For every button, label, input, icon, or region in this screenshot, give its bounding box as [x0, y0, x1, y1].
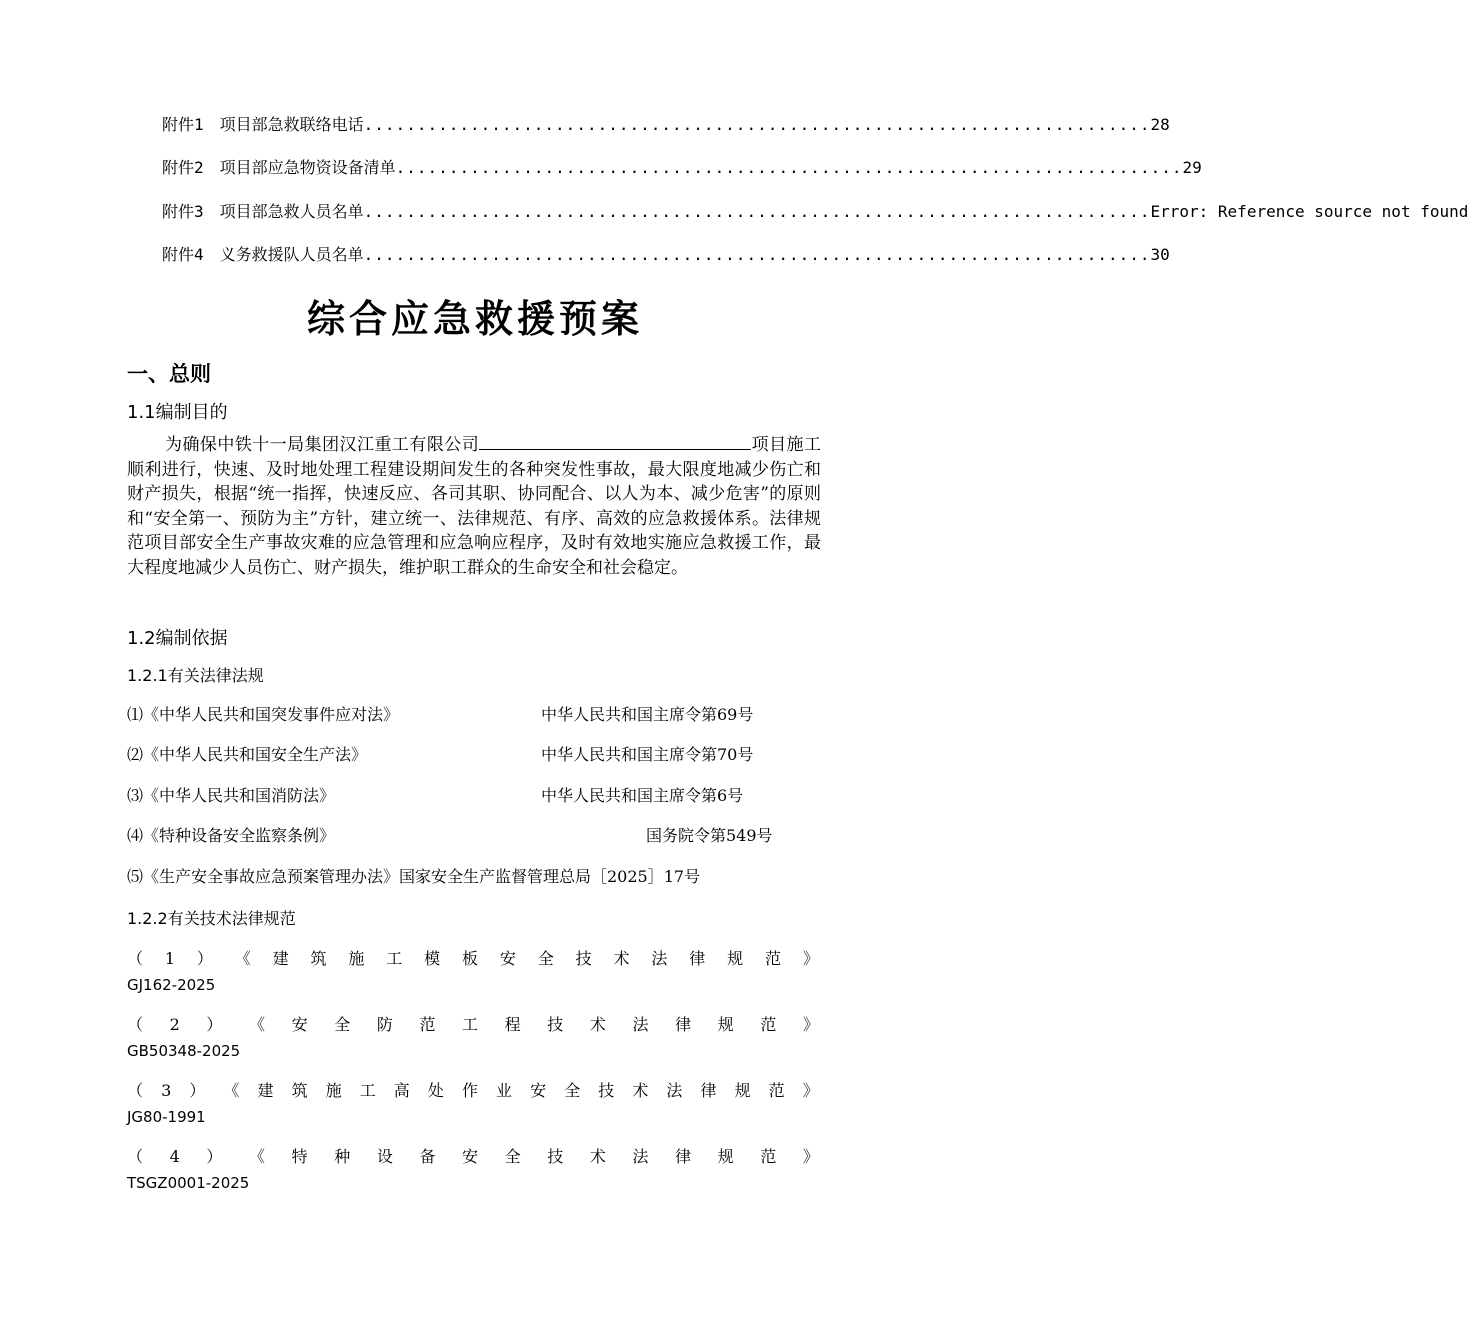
spec-name-char: ）	[206, 1147, 223, 1166]
spec-name-char: 施	[325, 1081, 342, 1100]
law-name: ⑶《中华人民共和国消防法》	[127, 786, 336, 805]
spec-name-char: 》	[802, 1147, 819, 1166]
spec-name-char: 范	[760, 1015, 777, 1034]
spec-name-char: 法	[651, 949, 668, 968]
spec-name-char: 建	[257, 1081, 274, 1100]
spec-name-char: 全	[504, 1147, 521, 1166]
spec-name-char: 2	[169, 1015, 180, 1034]
spec-name-char: 筑	[291, 1081, 308, 1100]
spec-name-char: 特	[291, 1147, 308, 1166]
spec-name-char: 防	[376, 1015, 393, 1034]
spec-name-char: 处	[427, 1081, 444, 1100]
toc-error: Error: Reference source not found	[1150, 202, 1468, 221]
spec-name-char: 业	[496, 1081, 513, 1100]
spec-name	[127, 946, 819, 972]
spec-name-char: 《	[249, 1147, 266, 1166]
spec-name-char: 范	[419, 1015, 436, 1034]
spec-name-char: 技	[598, 1081, 615, 1100]
sub-subsection-heading: 1.2.2有关技术法律规范	[127, 909, 296, 928]
spec-name-char: 模	[424, 949, 441, 968]
spec-name-char: 法	[632, 1147, 649, 1166]
document-title: 综合应急救援预案	[306, 296, 643, 341]
spec-name	[127, 1012, 819, 1038]
spec-item	[127, 1078, 819, 1128]
para-start: 为确保中铁十一局集团汉江重工有限公司	[165, 435, 480, 455]
law-name: ⑴《中华人民共和国突发事件应对法》	[127, 705, 400, 724]
toc-title: 项目部急救人员名单	[219, 202, 364, 221]
toc-leader: ..........................................................................	[363, 115, 1151, 134]
toc-label: 附件1	[162, 115, 204, 134]
spec-name-char: 工	[462, 1015, 479, 1034]
spec-name-char: 工	[359, 1081, 376, 1100]
spec-name-char: 术	[632, 1081, 649, 1100]
spec-name-char: 全	[564, 1081, 581, 1100]
law-name: ⑵《中华人民共和国安全生产法》	[127, 745, 368, 764]
spec-name-char: 全	[334, 1015, 351, 1034]
spec-name-char: 《	[249, 1015, 266, 1034]
spec-name-char: 施	[348, 949, 365, 968]
spec-name-char: 建	[272, 949, 289, 968]
spec-name-char: 3	[161, 1081, 172, 1100]
spec-name-char: 4	[169, 1147, 180, 1166]
law-reference: 国务院令第549号	[646, 826, 773, 845]
law-reference: 中华人民共和国主席令第70号	[541, 745, 754, 764]
spec-name-char: 术	[613, 949, 630, 968]
spec-name-char: 《	[234, 949, 251, 968]
toc-label: 附件3	[162, 202, 204, 221]
toc-title: 义务救援队人员名单	[219, 245, 364, 264]
blank-underline	[479, 433, 751, 450]
toc-leader: ..........................................................................	[363, 202, 1151, 221]
spec-item	[127, 1144, 819, 1194]
spec-item	[127, 1012, 819, 1062]
toc-page: 28	[1150, 115, 1170, 134]
spec-code: JG80-1991	[127, 1108, 206, 1126]
spec-code: GB50348-2025	[127, 1042, 241, 1060]
subsection-heading: 1.2编制依据	[127, 628, 228, 649]
law-item	[127, 864, 795, 890]
law-item	[127, 783, 795, 809]
law-item	[127, 702, 795, 728]
law-name: ⑸《生产安全事故应急预案管理办法》国家安全生产监督管理总局［2025］17号	[127, 867, 701, 886]
toc-leader: ..........................................................................	[395, 158, 1183, 177]
toc-page: 29	[1182, 158, 1202, 177]
spec-name-char: 规	[734, 1081, 751, 1100]
spec-name-char: 法	[632, 1015, 649, 1034]
spec-name-char: 律	[675, 1015, 692, 1034]
spec-name-char: 》	[802, 1015, 819, 1034]
spec-item	[127, 946, 819, 996]
spec-name-char: 《	[223, 1081, 240, 1100]
spec-name-char: 规	[717, 1147, 734, 1166]
spec-name-char: 设	[376, 1147, 393, 1166]
toc-title: 项目部急救联络电话	[219, 115, 364, 134]
toc-label: 附件2	[162, 158, 204, 177]
spec-name-char: 》	[802, 1081, 819, 1100]
spec-name-char: （	[127, 1081, 144, 1100]
section-heading: 一、总则	[127, 361, 211, 386]
spec-name-char: 种	[334, 1147, 351, 1166]
spec-name-char: 作	[461, 1081, 478, 1100]
toc-page: 30	[1150, 245, 1170, 264]
toc-entry[interactable]	[162, 113, 1170, 137]
spec-name-char: 程	[504, 1015, 521, 1034]
spec-name-char: 安	[291, 1015, 308, 1034]
spec-name-char: 技	[547, 1015, 564, 1034]
para-rest: 项目施工顺利进行，快速、及时地处理工程建设期间发生的各种突发性事故，最大限度地减少伤亡和财产损失，根据“统一指挥，快速反应、各司其职、协同配合、以人为本、减少危害”的原则和“安全第一、预防为主”方针，建立统一、法律规范、有序、高效的应急救援体系。法律规范项目部安全生产事故灾难的应急管理和应急响应程序，及时有效地实施应急救援工作，最大程度地减少人员伤亡、财产损失，维护职工群众的生命安全和社会稳定。	[127, 435, 822, 578]
toc-entry[interactable]	[162, 243, 1170, 267]
spec-name	[127, 1078, 819, 1104]
purpose-paragraph	[127, 433, 821, 581]
spec-name-char: 安	[462, 1147, 479, 1166]
spec-name-char: ）	[206, 1015, 223, 1034]
toc-leader: ..........................................................................	[363, 245, 1151, 264]
spec-name-char: （	[127, 1015, 144, 1034]
subsection-heading: 1.1编制目的	[127, 402, 228, 423]
spec-name-char: 备	[419, 1147, 436, 1166]
spec-code: TSGZ0001-2025	[127, 1174, 250, 1192]
spec-name-char: （	[127, 1147, 144, 1166]
spec-name-char: 1	[164, 949, 176, 968]
spec-name-char: 范	[768, 1081, 785, 1100]
spec-name-char: 高	[393, 1081, 410, 1100]
spec-name-char: 术	[589, 1015, 606, 1034]
law-reference: 中华人民共和国主席令第69号	[541, 705, 754, 724]
toc-title: 项目部应急物资设备清单	[219, 158, 396, 177]
spec-name-char: 安	[499, 949, 516, 968]
law-reference: 中华人民共和国主席令第6号	[541, 786, 744, 805]
toc-label: 附件4	[162, 245, 204, 264]
spec-name-char: 范	[765, 949, 782, 968]
spec-name-char: ）	[196, 949, 213, 968]
spec-name-char: 工	[386, 949, 403, 968]
spec-name-char: 律	[689, 949, 706, 968]
spec-name-char: 范	[760, 1147, 777, 1166]
spec-name-char: 法	[666, 1081, 683, 1100]
law-name: ⑷《特种设备安全监察条例》	[127, 826, 336, 845]
spec-name-char: 安	[530, 1081, 547, 1100]
spec-name-char: 规	[717, 1015, 734, 1034]
spec-name-char: 技	[547, 1147, 564, 1166]
law-item	[127, 823, 795, 849]
spec-name-char: ）	[189, 1081, 206, 1100]
toc-entry[interactable]	[162, 200, 1468, 224]
spec-name-char: 规	[727, 949, 744, 968]
spec-name-char: （	[127, 949, 144, 968]
spec-name-char: 全	[537, 949, 554, 968]
spec-name-char: 板	[462, 949, 479, 968]
law-item	[127, 742, 795, 768]
spec-name-char: 》	[802, 949, 819, 968]
spec-name-char: 筑	[310, 949, 327, 968]
toc-entry[interactable]	[162, 156, 1202, 180]
sub-subsection-heading: 1.2.1有关法律法规	[127, 666, 264, 685]
spec-name-char: 律	[675, 1147, 692, 1166]
spec-code: GJ162-2025	[127, 976, 216, 994]
spec-name-char: 术	[589, 1147, 606, 1166]
spec-name-char: 技	[575, 949, 592, 968]
spec-name	[127, 1144, 819, 1170]
spec-name-char: 律	[700, 1081, 717, 1100]
